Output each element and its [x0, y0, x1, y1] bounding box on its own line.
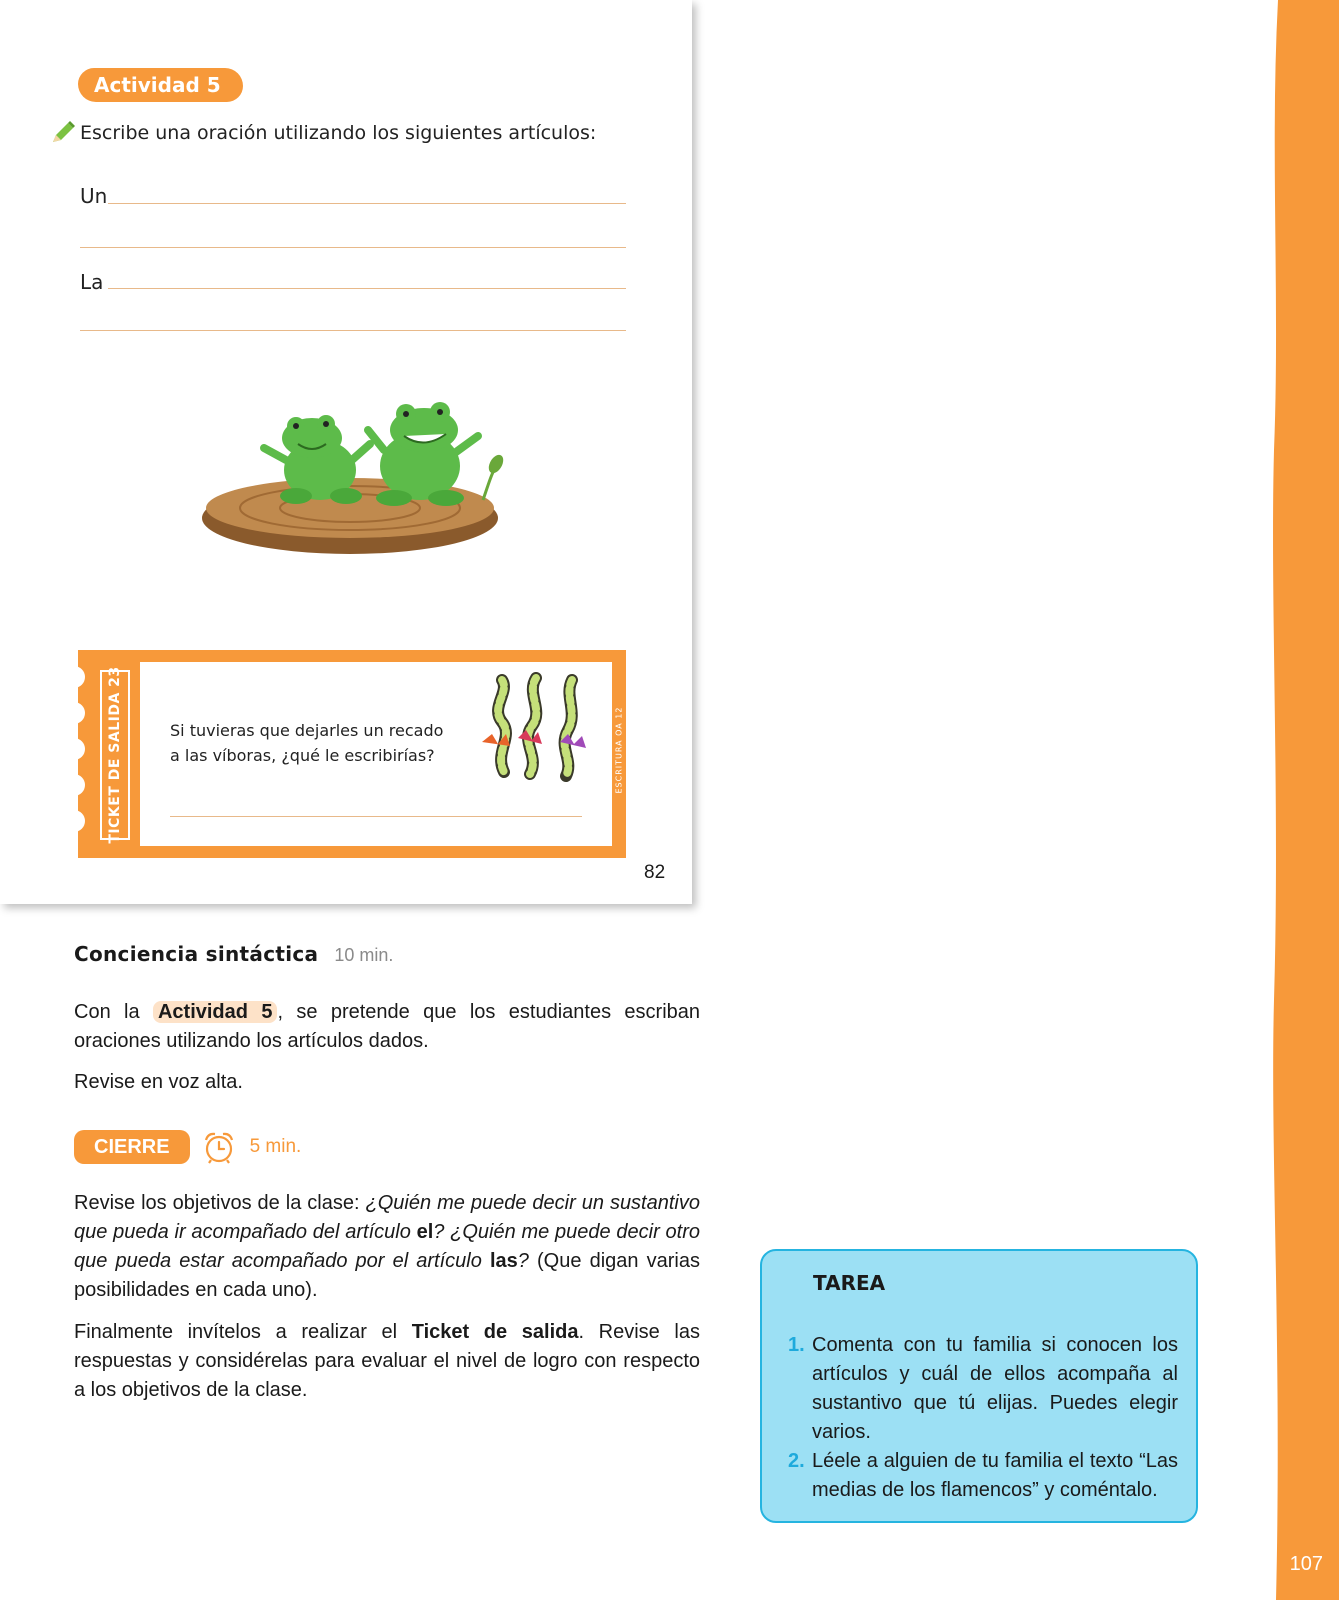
activity-badge: Actividad 5 [78, 68, 243, 102]
writing-line[interactable] [80, 247, 626, 248]
workbook-page-number: 82 [644, 862, 666, 883]
writing-line[interactable] [108, 288, 626, 289]
ticket-notch [73, 666, 85, 688]
paragraph-review: Revise en voz alta. [74, 1071, 243, 1093]
ticket-stub-label: TICKET DE SALIDA 23 [107, 666, 123, 844]
writing-line[interactable] [80, 330, 626, 331]
alarm-clock-icon [202, 1130, 236, 1164]
ticket-stub [100, 666, 130, 844]
ticket-notch [73, 702, 85, 724]
page-number: 107 [1289, 1553, 1323, 1575]
instruction-row [50, 120, 596, 146]
ticket-answer-line[interactable] [170, 816, 582, 817]
ticket-side-label: ESCRITURA OA 12 [614, 706, 624, 794]
tarea-box [760, 1249, 1198, 1523]
ticket-question: Si tuvieras que dejarles un recado a las víboras, ¿qué le escribirías? [170, 721, 444, 765]
article-label-un: Un [80, 184, 108, 208]
paragraph-activity: Con la Actividad 5 , se pretende que los estudiantes escriban oraciones utilizando los artículos dados. [74, 1001, 701, 1052]
orange-side-band [1270, 0, 1339, 1600]
ticket-notch [73, 774, 85, 796]
workbook-page [0, 0, 692, 904]
tarea-title: TAREA [813, 1271, 886, 1295]
paragraph-objectives: Revise los objetivos de la clase: ¿Quién me puede decir un sustantivo que pueda ir acompañado del artículo el? ¿Quién me puede decir otro que pueda estar acompañado por el artículo las? (Que digan varias posibilidades en cada uno). [74, 1192, 701, 1301]
activity-highlight: Actividad 5 [153, 1001, 278, 1023]
cierre-badge: CIERRE [74, 1130, 190, 1164]
section-heading [74, 942, 393, 966]
article-label-la: La [80, 270, 104, 294]
section-time: 10 min. [334, 945, 394, 965]
cierre-row [74, 1130, 301, 1164]
section-title: Conciencia sintáctica [74, 942, 319, 966]
snakes-illustration [480, 672, 600, 784]
paragraph-ticket: Finalmente invítelos a realizar el Ticket de salida. Revise las respuestas y considérelas para evaluar el nivel de logro con respecto a los objetivos de la clase. [74, 1321, 701, 1401]
ticket-side [610, 690, 628, 810]
writing-line[interactable] [108, 203, 626, 204]
frogs-on-log-illustration [200, 400, 510, 570]
ticket-notch [73, 738, 85, 760]
list-item: 1. Comenta con tu familia si conocen los artículos y cuál de ellos acompaña al sustantivo que tú elijas. Puedes elegir varios. [788, 1334, 1178, 1443]
list-item: 2. Léele a alguien de tu familia el texto “Las medias de los flamencos” y coméntalo. [788, 1450, 1178, 1501]
ticket-notch [73, 810, 85, 832]
cierre-time: 5 min. [249, 1136, 302, 1157]
instruction-text: Escribe una oración utilizando los siguientes artículos: [80, 122, 597, 144]
pencil-icon [50, 120, 76, 146]
tarea-list [788, 1331, 1178, 1505]
